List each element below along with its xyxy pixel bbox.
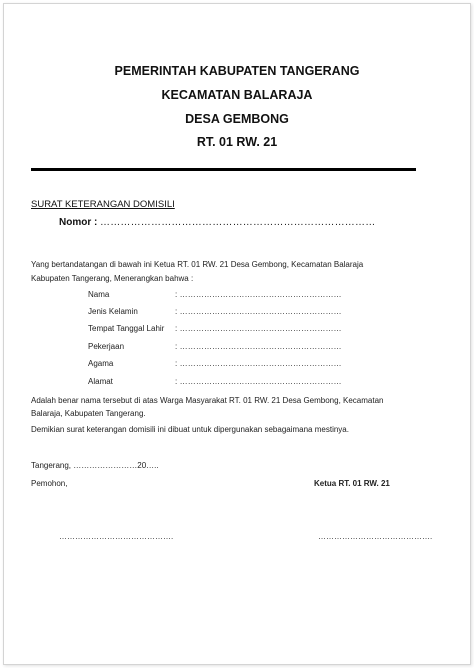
- intro-line-1: Yang bertandatangan di bawah ini Ketua RT. 01 RW. 21 Desa Gembong, Kecamatan Balaraja: [31, 260, 364, 269]
- field-label-agama: Agama: [88, 359, 114, 368]
- field-label-pekerjaan: Pekerjaan: [88, 342, 125, 351]
- rt-chair-signature-line: …………………………………….: [318, 532, 433, 541]
- applicant-label: Pemohon,: [31, 479, 68, 488]
- place-date: Tangerang, ……………………20…..: [31, 461, 159, 470]
- document-page: [3, 3, 471, 665]
- closing-statement: Demikian surat keterangan domisili ini dibuat untuk dipergunakan sebagaimana mestinya.: [31, 425, 349, 434]
- header-village: DESA GEMBONG: [185, 112, 289, 126]
- field-value-pekerjaan: : ……………………………………………………: [175, 342, 342, 351]
- field-value-agama: : ……………………………………………………: [175, 359, 342, 368]
- field-label-tempat-tanggal-lahir: Tempat Tanggal Lahir: [88, 324, 165, 333]
- header-government: PEMERINTAH KABUPATEN TANGERANG: [114, 64, 360, 78]
- header-district: KECAMATAN BALARAJA: [161, 88, 313, 102]
- field-label-alamat: Alamat: [88, 377, 113, 386]
- header-divider: [31, 168, 416, 171]
- statement-line-2: Balaraja, Kabupaten Tangerang.: [31, 409, 146, 418]
- field-value-tempat-tanggal-lahir: : ……………………………………………………: [175, 324, 342, 333]
- rt-chair-label: Ketua RT. 01 RW. 21: [314, 479, 390, 488]
- letter-title: SURAT KETERANGAN DOMISILI: [31, 199, 175, 210]
- letter-number-value: ………………………………………………………………………: [100, 217, 376, 228]
- field-label-nama: Nama: [88, 290, 110, 299]
- applicant-signature-line: …………………………………….: [59, 532, 174, 541]
- letter-number-label: Nomor :: [59, 217, 98, 228]
- field-value-nama: : ……………………………………………………: [175, 290, 342, 299]
- field-label-jenis-kelamin: Jenis Kelamin: [88, 307, 138, 316]
- intro-line-2: Kabupaten Tangerang, Menerangkan bahwa :: [31, 274, 194, 283]
- statement-line-1: Adalah benar nama tersebut di atas Warga Masyarakat RT. 01 RW. 21 Desa Gembong, Kecamatan: [31, 396, 384, 405]
- header-rt-rw: RT. 01 RW. 21: [196, 135, 278, 149]
- field-value-jenis-kelamin: : ……………………………………………………: [175, 307, 342, 316]
- field-value-alamat: : ……………………………………………………: [175, 377, 342, 386]
